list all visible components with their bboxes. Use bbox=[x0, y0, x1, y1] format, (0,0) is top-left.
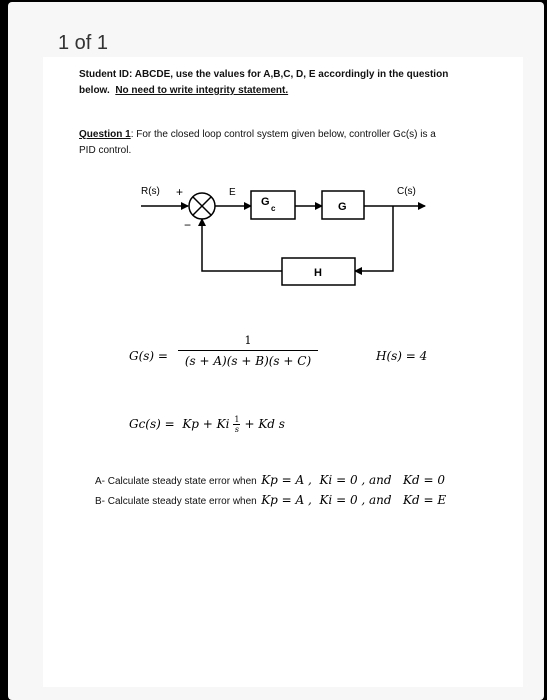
h-equation: H(s) = 4 bbox=[376, 349, 428, 363]
controller-label: G bbox=[261, 196, 270, 208]
document-page bbox=[43, 57, 523, 687]
input-label: R(s) bbox=[141, 186, 160, 197]
gc-part2: + Kd s bbox=[244, 417, 285, 431]
block-diagram bbox=[43, 177, 523, 307]
instruction-prefix: below. bbox=[79, 85, 110, 96]
question-line2: PID control. bbox=[79, 145, 132, 156]
question-label: Question 1 bbox=[79, 129, 131, 140]
question-text: : For the closed loop control system given below, controller Gc(s) is a bbox=[130, 129, 436, 140]
feedback-label: H bbox=[314, 267, 322, 279]
task-b-prefix: B- Calculate steady state error when bbox=[95, 496, 257, 507]
output-label: C(s) bbox=[397, 186, 416, 197]
page-counter: 1 of 1 bbox=[58, 32, 109, 54]
task-a-prefix: A- Calculate steady state error when bbox=[95, 476, 257, 487]
summing-junction bbox=[189, 193, 215, 219]
gc-part1: Gc(s) = Kp + Ki bbox=[129, 417, 230, 431]
gc-frac-den: s bbox=[234, 424, 240, 434]
gc-equation bbox=[129, 409, 285, 439]
gc-fraction bbox=[233, 415, 240, 434]
task-a-condition: Kp = A , Ki = 0 , and Kd = 0 bbox=[261, 473, 445, 487]
g-numerator: 1 bbox=[244, 334, 252, 347]
task-b-condition: Kp = A , Ki = 0 , and Kd = E bbox=[261, 493, 447, 507]
integrity-note: No need to write integrity statement. bbox=[115, 85, 289, 96]
student-id-line: Student ID: ABCDE, use the values for A,B,C, D, E accordingly in the question bbox=[79, 69, 449, 80]
task-b bbox=[95, 491, 446, 510]
plus-sign: + bbox=[176, 185, 184, 199]
controller-subscript: c bbox=[271, 204, 276, 213]
g-denominator: (s + A)(s + B)(s + C) bbox=[184, 354, 312, 368]
error-label: E bbox=[229, 187, 236, 198]
g-fraction bbox=[178, 334, 318, 369]
document-viewer bbox=[8, 2, 544, 700]
gc-frac-num: 1 bbox=[234, 414, 240, 424]
task-a bbox=[95, 471, 445, 490]
plant-label: G bbox=[338, 201, 347, 213]
feedback-return-line bbox=[202, 219, 282, 271]
g-lhs: G(s) = bbox=[129, 349, 168, 363]
question-line1 bbox=[79, 127, 436, 143]
instruction-line bbox=[79, 83, 288, 99]
g-fraction-bar bbox=[178, 350, 318, 351]
minus-sign: − bbox=[184, 218, 192, 232]
